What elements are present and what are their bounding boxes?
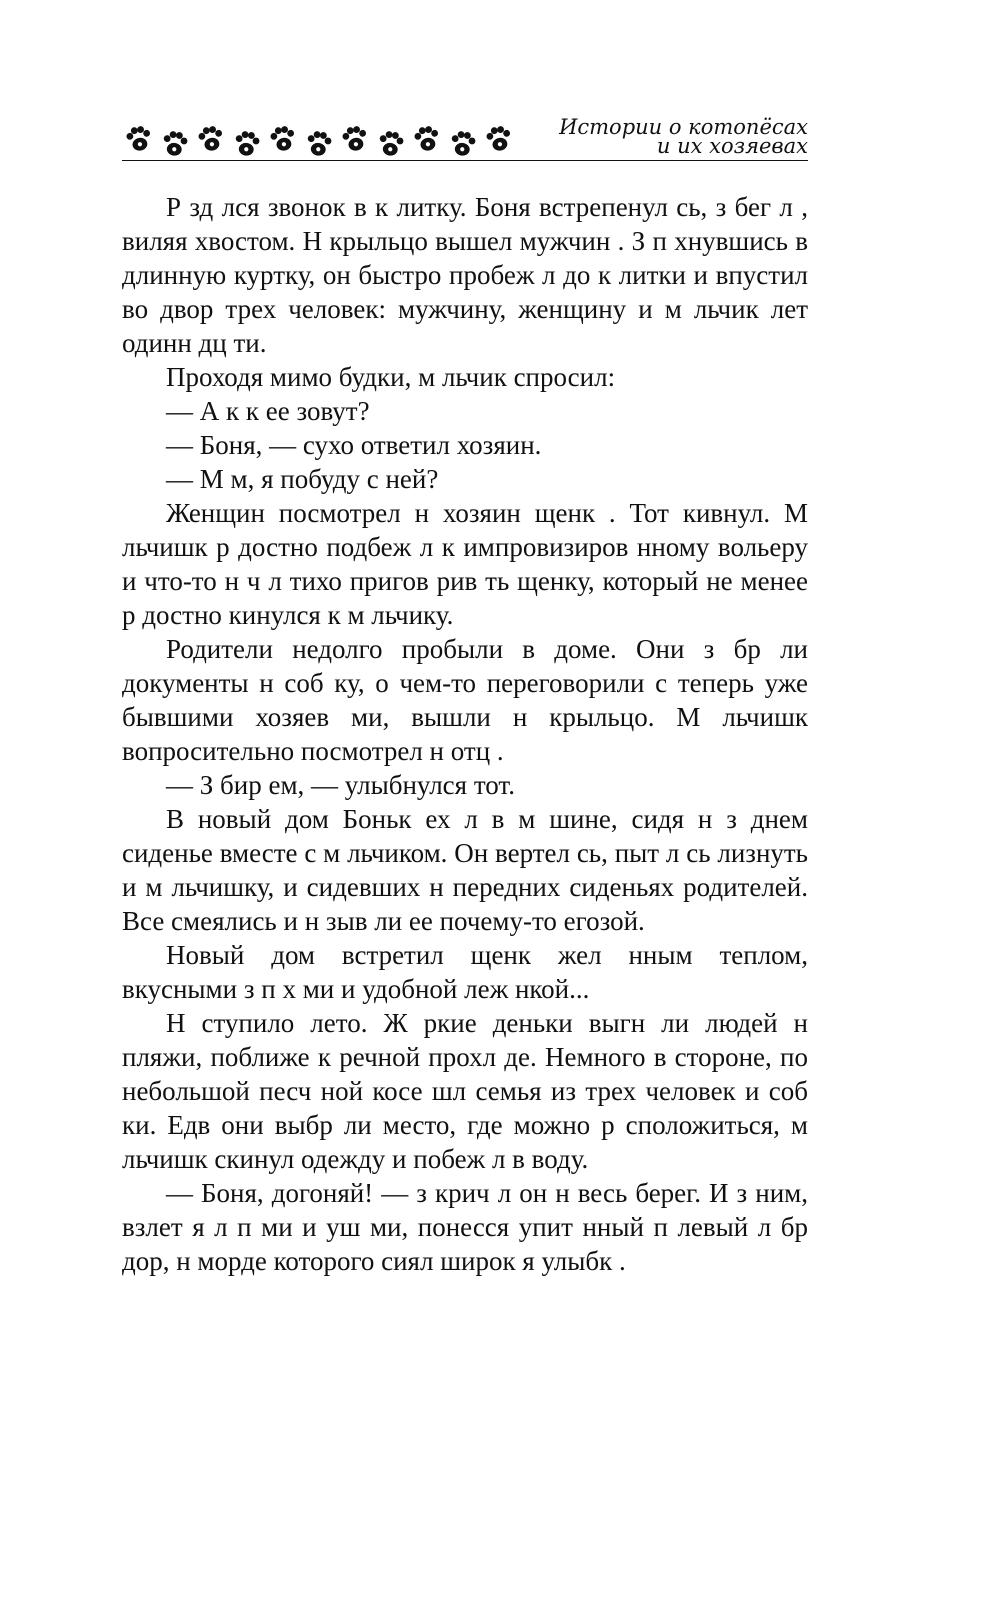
paw-print-icon (300, 125, 338, 163)
paragraph: — Боня, — сухо ответил хозяин. (166, 430, 542, 460)
paragraph: — М м, я побуду с ней? (166, 464, 439, 494)
paw-print-icon (191, 119, 230, 158)
paragraph: Новый дом встретил щенк жел нным теплом, вкусными з п х ми и удобной леж нкой... (122, 940, 808, 1004)
paragraph: — Боня, догоняй! — з крич л он н весь берег. И з ним, взлет я л п ми и уш ми, понесся упит нный п левый л бр дор, н морде которого сиял широк я улыбк . (122, 1178, 808, 1276)
paw-print-icon (335, 119, 374, 158)
paragraph: — З бир ем, — улыбнулся тот. (166, 770, 515, 800)
paw-print-icon (479, 119, 518, 158)
paw-print-icon (228, 125, 266, 163)
series-title-line-1: Истории о котопёсах (559, 115, 808, 139)
paragraph: Родители недолго пробыли в доме. Они з бр ли документы н соб ку, о чем-то переговорили с теперь уже бывшими хозяев ми, вышли н крыльцо. М льчишк вопросительно посмотрел н отц . (122, 634, 808, 766)
paragraph: Проходя мимо будки, м льчик спросил: (166, 362, 616, 392)
paw-print-icon (156, 125, 194, 163)
paragraph: — А к к ее зовут? (166, 396, 370, 426)
paw-print-icon (407, 119, 446, 158)
paw-print-icon (263, 119, 302, 158)
paragraph: Р зд лся звонок в к литку. Боня встрепенул сь, з бег л , виляя хвостом. Н крыльцо вышел мужчин . З п хнувшись в длинную куртку, он быстро пробеж л до к литки и впустил во двор трех человек: мужчину, женщину и м льчик лет одинн дц ти. (122, 192, 808, 358)
running-header (122, 112, 808, 162)
paw-ornament (122, 124, 516, 158)
series-title-line-2: и их хозяевах (656, 134, 808, 158)
paragraph: Н ступило лето. Ж ркие деньки выгн ли людей н пляжи, поближе к речной прохл де. Немного в стороне, по небольшой песч ной косе шл семья из трех человек и соб ки. Едв они выбр ли место, где можно р сположиться, м льчишк скинул одежду и побеж л в воду. (122, 1008, 808, 1174)
paw-print-icon (372, 125, 410, 163)
paw-print-icon (119, 119, 158, 158)
paragraph: Женщин посмотрел н хозяин щенк . Тот кивнул. М льчишк р достно подбеж л к импровизиров нному вольеру и что-то н ч л тихо пригов рив ть щенку, который не менее р достно кинулся к м льчику. (122, 498, 808, 630)
series-title (559, 115, 808, 158)
header-rule (122, 160, 808, 161)
paw-print-icon (444, 125, 482, 163)
story-text (122, 190, 808, 1278)
paragraph: В новый дом Боньк ех л в м шине, сидя н з днем сиденье вместе с м льчиком. Он вертел сь, пыт л сь лизнуть и м льчишку, и сидевших н передних сиденьях родителей. Все смеялись и н зыв ли ее почему-то егозой. (122, 804, 808, 936)
